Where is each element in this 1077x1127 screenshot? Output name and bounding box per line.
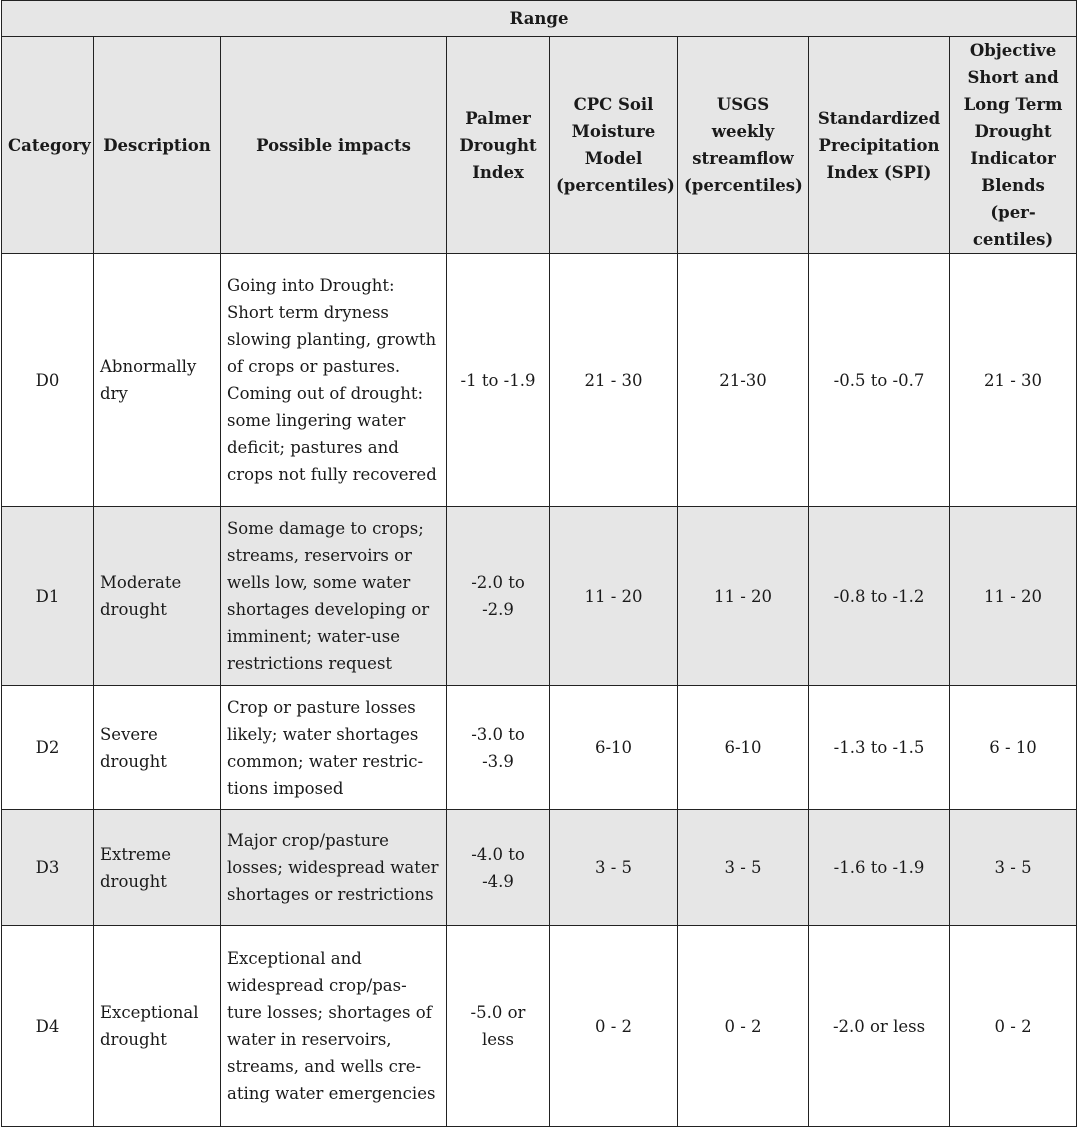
cell-palmer-index: -5.0 or less [447, 926, 550, 1127]
cell-usgs-streamflow: 0 - 2 [678, 926, 809, 1127]
cell-cpc-soil-moisture: 11 - 20 [550, 507, 678, 686]
cell-category: D4 [2, 926, 94, 1127]
table-row-d1 [2, 507, 1077, 686]
cell-cpc-soil-moisture: 6-10 [550, 686, 678, 810]
column-header-palmer-drought-index: Palmer Drought Index [447, 37, 550, 254]
cell-indicator-blends: 21 - 30 [950, 254, 1077, 507]
column-header-spi: Standardized Precipitation Index (SPI) [809, 37, 950, 254]
drought-category-table [1, 0, 1077, 1127]
cell-palmer-index: -4.0 to -4.9 [447, 810, 550, 926]
cell-usgs-streamflow: 11 - 20 [678, 507, 809, 686]
cell-usgs-streamflow: 3 - 5 [678, 810, 809, 926]
cell-indicator-blends: 3 - 5 [950, 810, 1077, 926]
cell-palmer-index: -3.0 to -3.9 [447, 686, 550, 810]
cell-usgs-streamflow: 21-30 [678, 254, 809, 507]
cell-cpc-soil-moisture: 21 - 30 [550, 254, 678, 507]
column-header-row [2, 37, 1077, 254]
table-row-d3 [2, 810, 1077, 926]
cell-category: D1 [2, 507, 94, 686]
column-header-possible-impacts: Possible impacts [221, 37, 447, 254]
cell-palmer-index: -1 to -1.9 [447, 254, 550, 507]
cell-cpc-soil-moisture: 0 - 2 [550, 926, 678, 1127]
cell-spi: -2.0 or less [809, 926, 950, 1127]
cell-category: D0 [2, 254, 94, 507]
cell-indicator-blends: 0 - 2 [950, 926, 1077, 1127]
cell-description: Severe drought [94, 686, 221, 810]
cell-description: Extreme drought [94, 810, 221, 926]
cell-possible-impacts: Going into Drought: Short term dryness slowing planting, growth of crops or pastures. Coming out of drought: some lingering water deficit; pastures and crops not fully recovered [221, 254, 447, 507]
cell-cpc-soil-moisture: 3 - 5 [550, 810, 678, 926]
cell-spi: -1.3 to -1.5 [809, 686, 950, 810]
cell-possible-impacts: Exceptional and widespread crop/pas-ture losses; shortages of water in reservoirs, streams, and wells cre-ating water emergencies [221, 926, 447, 1127]
cell-indicator-blends: 11 - 20 [950, 507, 1077, 686]
cell-usgs-streamflow: 6-10 [678, 686, 809, 810]
cell-palmer-index: -2.0 to -2.9 [447, 507, 550, 686]
range-header: Range [2, 1, 1077, 37]
cell-indicator-blends: 6 - 10 [950, 686, 1077, 810]
cell-spi: -0.8 to -1.2 [809, 507, 950, 686]
table-row-d4 [2, 926, 1077, 1127]
cell-possible-impacts: Some damage to crops; streams, reservoirs or wells low, some water shortages developing or imminent; water-use restrictions request [221, 507, 447, 686]
cell-description: Moderate drought [94, 507, 221, 686]
column-header-category: Category [2, 37, 94, 254]
column-header-usgs-streamflow: USGS weekly streamflow (percentiles) [678, 37, 809, 254]
cell-description: Exceptional drought [94, 926, 221, 1127]
cell-category: D2 [2, 686, 94, 810]
range-header-row [2, 1, 1077, 37]
cell-spi: -1.6 to -1.9 [809, 810, 950, 926]
cell-spi: -0.5 to -0.7 [809, 254, 950, 507]
column-header-cpc-soil-moisture: CPC Soil Moisture Model (percentiles) [550, 37, 678, 254]
cell-description: Abnormally dry [94, 254, 221, 507]
column-header-description: Description [94, 37, 221, 254]
table-row-d0 [2, 254, 1077, 507]
table-row-d2 [2, 686, 1077, 810]
column-header-indicator-blends: Objective Short and Long Term Drought Indicator Blends (per-centiles) [950, 37, 1077, 254]
cell-possible-impacts: Crop or pasture losses likely; water shortages common; water restric-tions imposed [221, 686, 447, 810]
cell-possible-impacts: Major crop/pasture losses; widespread water shortages or restrictions [221, 810, 447, 926]
cell-category: D3 [2, 810, 94, 926]
